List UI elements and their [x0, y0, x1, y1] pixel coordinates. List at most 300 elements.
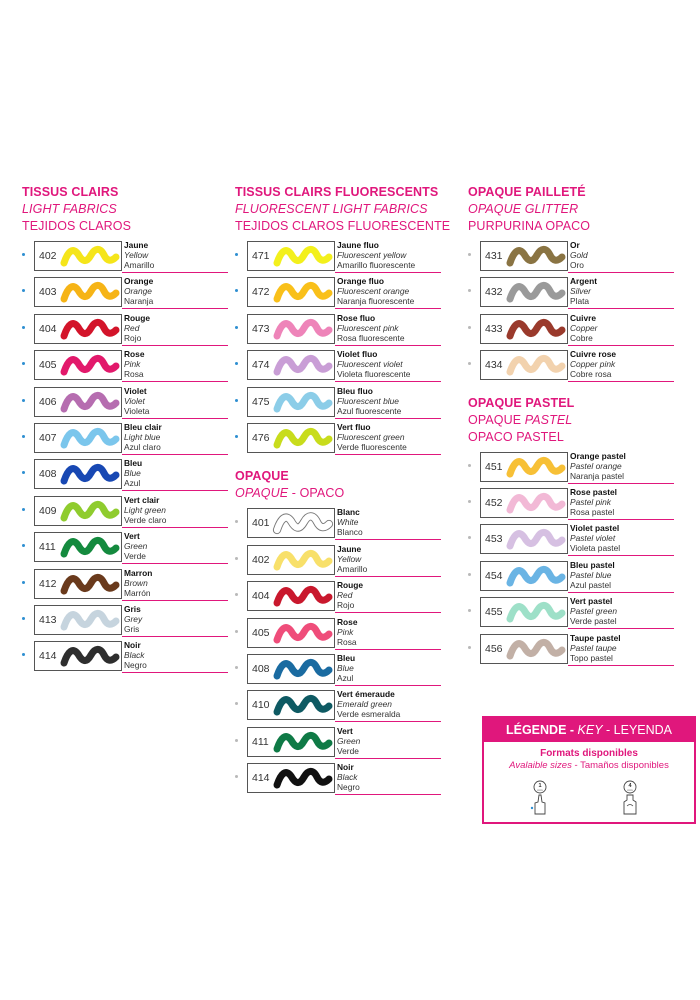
paint-stroke — [272, 510, 334, 536]
name-en: Copper — [570, 322, 598, 333]
swatch-row — [22, 312, 151, 350]
color-swatch — [34, 277, 122, 307]
pink-underline — [568, 345, 674, 346]
color-names — [337, 276, 414, 306]
section-header-clairs — [22, 184, 131, 235]
color-swatch — [247, 350, 335, 380]
name-es: Blanco — [337, 527, 363, 538]
swatch-row — [468, 241, 590, 277]
color-code: 411 — [252, 735, 269, 748]
color-code: 471 — [252, 250, 270, 262]
color-code: 405 — [39, 359, 57, 372]
name-en: Black — [337, 772, 358, 783]
color-code: 455 — [485, 606, 503, 619]
color-swatch — [34, 314, 122, 344]
name-en: Pastel taupe — [570, 642, 617, 653]
title-es: OPACO — [299, 486, 345, 501]
pink-underline — [335, 418, 441, 419]
swatch-row — [468, 276, 597, 313]
color-swatch — [480, 597, 568, 627]
pink-underline — [122, 600, 228, 601]
paint-stroke — [505, 599, 567, 625]
name-fr: Taupe pastel — [570, 632, 621, 643]
color-code: 432 — [485, 286, 503, 299]
color-names — [337, 726, 360, 756]
name-es: Amarillo fluorescente — [337, 260, 416, 270]
name-fr: Vert — [337, 725, 353, 736]
swatch-row — [468, 312, 598, 350]
name-en: Emerald green — [337, 699, 392, 710]
bullet-dot — [235, 289, 238, 292]
color-names — [337, 580, 363, 610]
swatch-row — [22, 240, 155, 277]
color-code: 404 — [252, 590, 270, 603]
color-code: 410 — [252, 699, 270, 712]
color-names — [337, 349, 410, 379]
name-es: Rosa pastel — [570, 506, 615, 517]
bullet-dot — [468, 573, 471, 576]
color-names — [124, 568, 152, 598]
pink-underline — [122, 527, 228, 528]
title-fr: TISSUS CLAIRS FLUORESCENTS — [235, 185, 439, 199]
name-en: Light green — [124, 504, 166, 515]
pink-underline — [335, 649, 441, 650]
color-code: 404 — [39, 322, 57, 335]
paint-stroke — [272, 243, 334, 269]
color-names — [570, 313, 597, 343]
paint-stroke — [505, 279, 567, 305]
color-swatch — [480, 561, 568, 591]
section-header-pastel — [468, 395, 590, 446]
bullet-dot — [468, 289, 471, 292]
name-es: Violeta pastel — [570, 543, 621, 554]
title-es: PURPURINA OPACO — [468, 219, 591, 233]
paint-stroke — [59, 571, 121, 597]
pink-underline — [335, 794, 441, 795]
name-es: Rojo — [124, 332, 142, 343]
bullet-dot — [468, 464, 471, 467]
column-fluo-opaque — [235, 184, 450, 799]
name-es: Naranja fluorescente — [337, 296, 415, 307]
paint-stroke — [272, 279, 334, 305]
name-fr: Bleu pastel — [570, 559, 615, 570]
pink-underline — [122, 272, 228, 273]
section-header-fluo — [235, 184, 450, 235]
paint-stroke — [59, 534, 121, 560]
pink-underline — [122, 563, 228, 564]
color-code: 453 — [485, 533, 503, 546]
color-swatch — [480, 350, 568, 380]
nib-1mm-icon — [528, 780, 552, 816]
color-code: 414 — [39, 650, 57, 663]
pink-underline — [568, 665, 674, 666]
name-en: Blue — [337, 662, 354, 673]
name-fr: Jaune — [337, 543, 362, 554]
pink-underline — [335, 345, 441, 346]
color-names — [337, 689, 400, 719]
name-en: Grey — [124, 613, 143, 624]
paint-stroke — [272, 656, 334, 682]
paint-stroke — [272, 583, 334, 609]
bullet-dot — [22, 581, 25, 584]
bullet-dot — [235, 630, 238, 633]
color-code: 409 — [39, 504, 57, 517]
name-en: Silver — [570, 286, 591, 297]
title-en: OPAQUE — [235, 486, 289, 501]
column-clairs — [22, 184, 167, 678]
name-es: Negro — [124, 660, 147, 671]
color-code: 413 — [39, 613, 57, 626]
pink-underline — [568, 555, 674, 556]
pink-underline — [335, 758, 441, 759]
pink-underline — [335, 272, 441, 273]
name-fr: Vert émeraude — [337, 689, 395, 700]
color-swatch — [34, 423, 122, 453]
name-fr: Violet — [124, 385, 147, 396]
name-fr: Cuivre rose — [570, 349, 617, 360]
color-names — [124, 458, 142, 488]
color-names — [570, 349, 616, 379]
paint-stroke — [505, 563, 567, 589]
pink-underline — [568, 519, 674, 520]
name-es: Plata — [570, 296, 590, 307]
name-es: Topo pastel — [570, 652, 613, 663]
color-swatch — [480, 277, 568, 307]
name-fr: Rose pastel — [570, 486, 618, 497]
name-fr: Vert pastel — [570, 596, 613, 607]
formats-title: Formats disponibles — [540, 748, 638, 759]
bullet-dot — [235, 775, 238, 778]
name-fr: Bleu — [124, 458, 143, 469]
swatch-row — [235, 618, 450, 654]
name-en: Copper pink — [570, 359, 616, 370]
color-swatch — [247, 654, 335, 684]
name-fr: Blanc — [337, 507, 360, 518]
color-swatch — [247, 387, 335, 417]
color-names — [124, 640, 147, 670]
paint-stroke — [505, 526, 567, 552]
paint-stroke — [59, 316, 121, 342]
name-fr: Rouge — [124, 312, 151, 323]
paint-stroke — [59, 243, 121, 269]
paint-stroke — [272, 316, 334, 342]
color-swatch — [247, 727, 335, 757]
name-es: Amarillo — [337, 563, 368, 574]
color-names — [124, 313, 150, 343]
title-en: LIGHT FABRICS — [22, 202, 117, 216]
name-en: Orange — [124, 286, 152, 297]
color-swatch — [480, 314, 568, 344]
name-es: Azul — [124, 478, 141, 489]
paint-stroke — [272, 692, 334, 718]
color-names — [124, 495, 166, 525]
name-fr: Noir — [337, 762, 354, 773]
name-es: Violeta fluorescente — [337, 369, 411, 380]
name-fr: Vert clair — [124, 494, 160, 505]
color-names — [337, 762, 360, 792]
color-names — [124, 240, 154, 270]
color-swatch — [247, 690, 335, 720]
pink-underline — [335, 685, 441, 686]
formats-subtitle: Avalaible sizes - Tamaños disponibles — [509, 760, 669, 771]
paint-stroke — [272, 620, 334, 646]
title-es: OPACO PASTEL — [468, 429, 564, 444]
name-en: Fluorescent green — [337, 431, 405, 442]
color-code: 406 — [39, 395, 57, 408]
name-fr: Orange fluo — [337, 276, 384, 287]
bullet-dot — [235, 739, 238, 742]
paint-stroke — [59, 643, 121, 669]
pink-underline — [122, 418, 228, 419]
color-swatch — [247, 581, 335, 611]
name-en: Red — [337, 590, 353, 601]
name-en: Brown — [124, 577, 148, 588]
swatch-row — [235, 387, 450, 423]
paint-stroke — [505, 490, 567, 516]
color-code: 434 — [485, 359, 503, 372]
color-code: 454 — [485, 569, 503, 582]
pink-underline — [122, 454, 228, 455]
color-names — [570, 523, 620, 553]
color-swatch — [34, 496, 122, 526]
color-names — [337, 507, 363, 537]
bullet-dot — [22, 253, 25, 256]
name-es: Cobre — [570, 332, 593, 343]
color-names — [570, 276, 597, 306]
pink-underline — [122, 490, 228, 491]
bullet-dot — [235, 253, 238, 256]
swatch-list-opaque — [235, 508, 450, 799]
pink-underline — [122, 636, 228, 637]
bullet-dot — [468, 326, 471, 329]
paint-stroke — [272, 352, 334, 378]
name-es: Cobre rosa — [570, 369, 612, 380]
name-en: Green — [124, 541, 148, 552]
paint-stroke — [505, 243, 567, 269]
swatch-row — [22, 531, 148, 568]
color-code: 476 — [252, 431, 270, 444]
bullet-dot — [468, 362, 471, 365]
swatch-row — [468, 632, 621, 670]
name-es: Oro — [570, 260, 584, 270]
color-swatch — [247, 508, 335, 538]
title-fr: OPAQUE PAILLETÉ — [468, 185, 586, 199]
paint-stroke — [59, 461, 121, 487]
name-es: Rosa — [124, 369, 144, 380]
swatch-list-clairs — [22, 240, 167, 678]
name-en: Pink — [124, 359, 141, 370]
color-swatch — [247, 763, 335, 793]
name-es: Verde — [337, 745, 359, 756]
paint-stroke — [272, 389, 334, 415]
name-fr: Gris — [124, 603, 141, 614]
name-en: Fluorescent violet — [337, 359, 403, 370]
name-es: Negro — [337, 782, 360, 793]
color-code: 452 — [485, 496, 503, 509]
name-fr: Rouge — [337, 580, 364, 591]
pink-underline — [122, 672, 228, 673]
title-fr: TISSUS CLAIRS — [22, 185, 119, 199]
swatch-row — [235, 763, 450, 799]
swatch-row — [235, 654, 450, 690]
swatch-row — [22, 458, 143, 495]
color-swatch — [34, 241, 122, 271]
paint-stroke — [272, 765, 334, 791]
legend-box — [482, 716, 696, 824]
color-names — [124, 422, 162, 452]
color-names — [124, 349, 144, 379]
color-names — [124, 604, 142, 634]
color-code: 414 — [252, 772, 270, 785]
name-es: Gris — [124, 623, 140, 634]
swatch-list-glitter — [468, 240, 617, 387]
swatch-row — [468, 450, 626, 488]
color-code: 408 — [252, 662, 270, 675]
color-swatch — [34, 569, 122, 599]
name-en: Pastel violet — [570, 533, 616, 544]
bullet-dot — [235, 435, 238, 438]
name-es: Verde pastel — [570, 616, 617, 627]
name-en: Fluorescent pink — [337, 322, 399, 333]
color-swatch — [247, 423, 335, 453]
color-swatch — [480, 452, 568, 482]
color-names — [124, 386, 149, 416]
pink-underline — [335, 381, 441, 382]
name-fr: Marron — [124, 567, 153, 578]
bullet-dot — [235, 362, 238, 365]
name-fr: Orange — [124, 276, 154, 287]
name-en: Pastel green — [570, 606, 618, 617]
name-en: Pastel blue — [570, 569, 612, 580]
bullet-dot — [22, 435, 25, 438]
name-es: Azul — [337, 672, 354, 683]
name-fr: Rose — [337, 616, 358, 627]
color-swatch — [34, 350, 122, 380]
paint-stroke — [59, 279, 121, 305]
pink-underline — [568, 483, 674, 484]
color-swatch — [34, 641, 122, 671]
pink-underline — [335, 576, 441, 577]
color-code: 401 — [252, 517, 270, 530]
name-es: Verde claro — [124, 514, 167, 525]
swatch-row — [235, 690, 450, 726]
name-en: Fluorescent blue — [337, 395, 399, 406]
swatch-row — [22, 494, 167, 532]
color-code: 403 — [39, 286, 57, 299]
paint-stroke — [59, 389, 121, 415]
name-es: Azul fluorescente — [337, 405, 402, 416]
name-es: Violeta — [124, 405, 150, 416]
name-fr: Orange pastel — [570, 450, 626, 461]
color-code: 475 — [252, 395, 270, 408]
title-en: OPAQUE GLITTER — [468, 202, 579, 216]
color-swatch — [247, 545, 335, 575]
name-es: Verde fluorescente — [337, 441, 407, 452]
swatch-row — [22, 385, 150, 423]
swatch-list-pastel — [468, 450, 626, 670]
paint-stroke — [59, 607, 121, 633]
title-en: OPAQUE PASTEL — [468, 412, 573, 427]
color-code: 402 — [39, 250, 57, 262]
color-swatch — [34, 605, 122, 635]
name-fr: Rose fluo — [337, 312, 376, 323]
swatch-row — [235, 241, 450, 277]
color-names — [124, 276, 153, 306]
name-fr: Noir — [124, 640, 141, 651]
color-swatch — [34, 532, 122, 562]
bullet-dot — [235, 557, 238, 560]
name-fr: Jaune fluo — [337, 240, 379, 250]
title-es: TEJIDOS CLAROS FLUORESCENTE — [235, 219, 451, 233]
color-swatch — [247, 277, 335, 307]
pink-underline — [568, 592, 674, 593]
name-es: Rojo — [337, 600, 355, 611]
bullet-dot — [22, 508, 25, 511]
bullet-dot — [22, 544, 25, 547]
color-swatch — [480, 488, 568, 518]
paint-stroke — [505, 316, 567, 342]
svg-text:4: 4 — [628, 783, 632, 789]
bullet-dot — [22, 399, 25, 402]
color-names — [337, 240, 415, 270]
name-fr: Vert fluo — [337, 421, 371, 432]
name-es: Amarillo — [124, 260, 155, 270]
name-en: Yellow — [124, 250, 149, 260]
swatch-row — [22, 349, 145, 386]
paint-stroke — [59, 425, 121, 451]
paint-stroke — [59, 352, 121, 378]
name-fr: Rose — [124, 349, 145, 360]
pink-underline — [568, 628, 674, 629]
bullet-dot — [235, 666, 238, 669]
name-en: Pink — [337, 626, 354, 637]
color-code: 412 — [39, 577, 57, 590]
bullet-dot — [235, 593, 238, 596]
name-en: White — [337, 517, 359, 528]
name-fr: Or — [570, 240, 580, 250]
swatch-row — [22, 276, 154, 313]
title-fr: OPAQUE PASTEL — [468, 395, 575, 410]
color-code: 405 — [252, 626, 270, 639]
name-fr: Bleu fluo — [337, 385, 373, 396]
bullet-dot — [22, 326, 25, 329]
name-fr: Violet pastel — [570, 523, 620, 534]
color-code: 456 — [485, 642, 503, 655]
title-en-es: OPAQUE - OPACO — [235, 486, 345, 501]
color-code: 433 — [485, 322, 503, 335]
color-code: 402 — [252, 553, 270, 566]
color-names — [337, 422, 407, 452]
section-header-opaque — [235, 468, 450, 502]
name-fr: Vert — [124, 531, 140, 542]
bullet-dot — [468, 646, 471, 649]
title-en: FLUORESCENT LIGHT FABRICS — [235, 202, 428, 216]
color-names — [124, 531, 147, 561]
svg-text:1: 1 — [538, 783, 542, 789]
pink-underline — [335, 612, 441, 613]
column-glitter-pastel — [468, 184, 626, 670]
swatch-row — [468, 596, 618, 633]
color-names — [570, 240, 588, 270]
name-en: Pastel orange — [570, 460, 622, 471]
swatch-row — [468, 523, 621, 560]
title-fr: OPAQUE — [235, 469, 289, 484]
name-en: Blue — [124, 468, 141, 479]
name-fr: Violet fluo — [337, 349, 378, 360]
bullet-dot — [22, 653, 25, 656]
name-es: Verde — [124, 551, 146, 562]
name-fr: Cuivre — [570, 312, 597, 323]
